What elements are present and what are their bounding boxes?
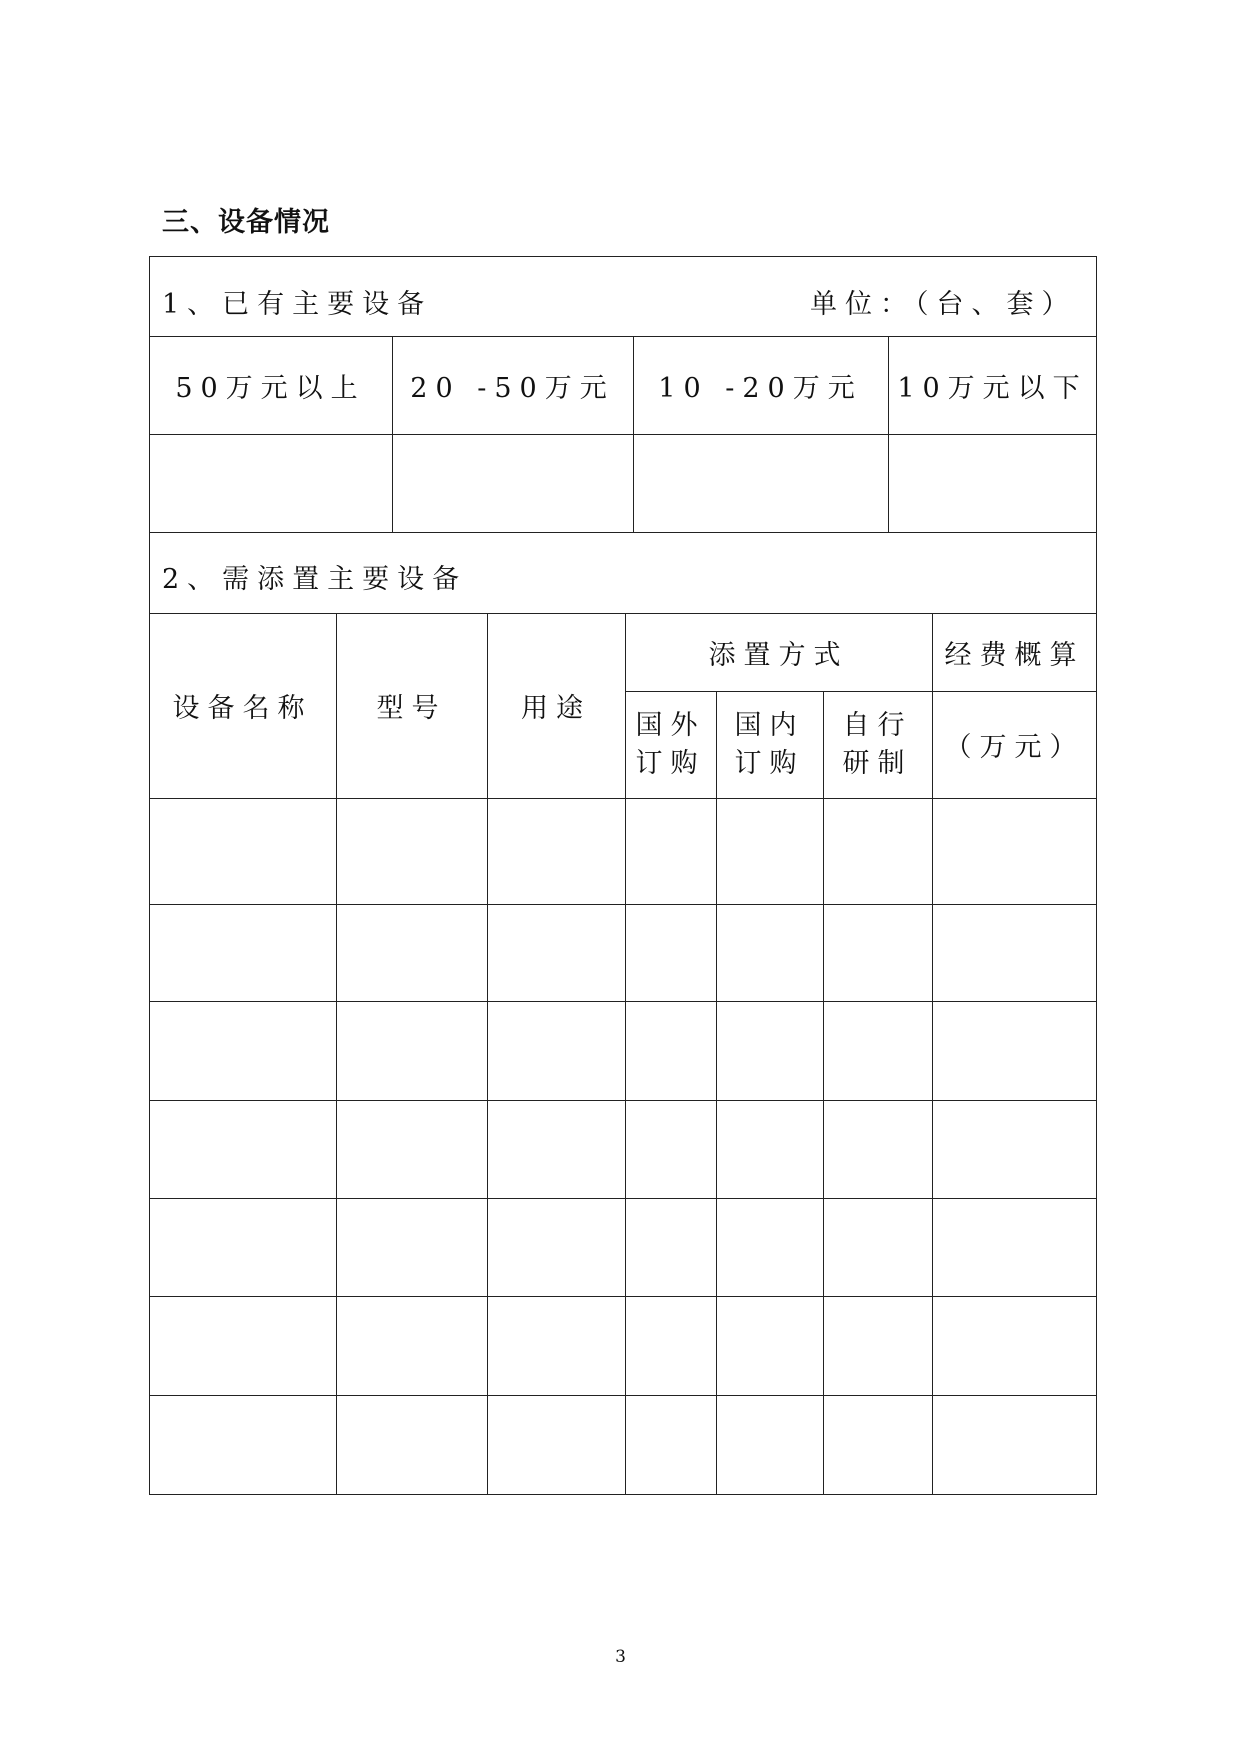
header-model: 型号 <box>376 693 447 724</box>
table-row <box>149 904 1097 905</box>
section1-heading: 1、已有主要设备 <box>162 289 433 320</box>
header-equipment-name: 设备名称 <box>172 693 313 724</box>
equipment-table <box>149 256 1097 1495</box>
header-domestic-order: 国内 订购 <box>734 709 805 779</box>
header-foreign-order: 国外 订购 <box>635 709 706 779</box>
page-number: 3 <box>615 1647 626 1667</box>
header-budget-unit: （万元） <box>944 732 1085 763</box>
col-over-50: 50万元以上 <box>175 372 366 404</box>
table-row <box>149 1296 1097 1297</box>
table-row <box>149 1198 1097 1199</box>
unit-label: 单位：（台、套） <box>810 289 1077 320</box>
table-row <box>149 1001 1097 1002</box>
header-budget: 经费概算 <box>944 639 1085 671</box>
section2-heading: 2、需添置主要设备 <box>162 564 468 595</box>
header-self-developed: 自行 研制 <box>842 709 913 779</box>
header-usage: 用途 <box>521 693 591 724</box>
table-row <box>149 1100 1097 1101</box>
col-20-50: 20 -50万元 <box>410 372 615 404</box>
col-under-10: 10万元以下 <box>897 372 1088 404</box>
page-title: 三、设备情况 <box>162 207 330 238</box>
header-acquisition-method: 添置方式 <box>708 639 849 671</box>
table-row <box>149 1395 1097 1396</box>
col-10-20: 10 -20万元 <box>658 372 863 404</box>
